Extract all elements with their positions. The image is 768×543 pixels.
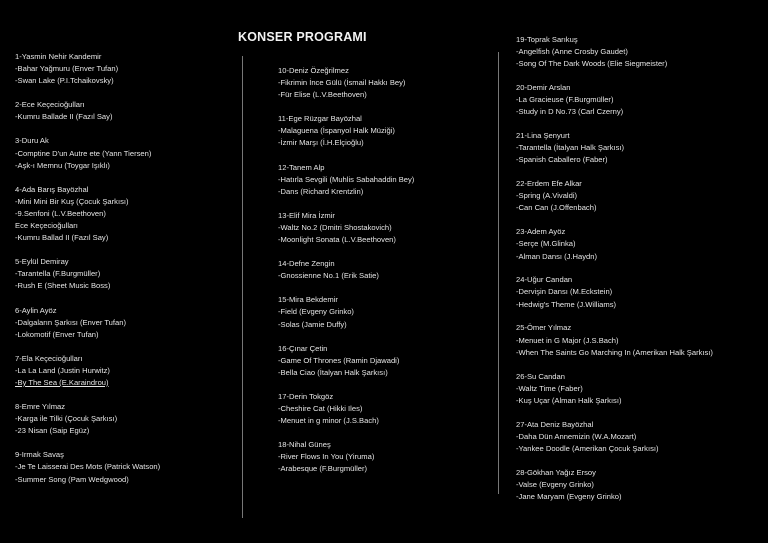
performer-entry (278, 258, 493, 282)
piece-title: -By The Sea (E.Karaindrou) (15, 377, 109, 387)
performer-name: 16-Çınar Çetin (278, 343, 328, 353)
piece-title: -Dervişin Dansı (M.Eckstein) (516, 287, 613, 297)
piece-title: -9.Senfoni (L.V.Beethoven) (15, 208, 106, 218)
performer-entry (516, 34, 766, 70)
performer-name: 6-Aylin Ayöz (15, 305, 57, 315)
piece-title: -La Gracieuse (F.Burgmüller) (516, 95, 614, 105)
performer-entry (516, 322, 766, 358)
piece-title: -Karga ile Tilki (Çocuk Şarkısı) (15, 414, 118, 424)
performer-name: 13-Elif Mira İzmir (278, 210, 335, 220)
piece-title: -Mini Mini Bir Kuş (Çocuk Şarkısı) (15, 196, 129, 206)
piece-title: -Dans (Richard Krentzlin) (278, 186, 364, 196)
performer-entry (516, 178, 766, 214)
piece-title: -Arabesque (F.Burgmüller) (278, 464, 368, 474)
piece-title: -Alman Dansı (J.Haydn) (516, 251, 598, 261)
piece-title: -Bahar Yağmuru (Enver Tufan) (15, 64, 119, 74)
performer-name: 23-Adem Ayöz (516, 227, 566, 237)
piece-title: -Aşk-ı Memnu (Toygar Işıklı) (15, 160, 110, 170)
piece-title: -Kumru Ballad II (Fazıl Say) (15, 233, 109, 243)
performer-entry (15, 51, 235, 87)
performer-name: 22-Erdem Efe Alkar (516, 179, 582, 189)
piece-title: -Summer Song (Pam Wedgwood) (15, 474, 129, 484)
piece-title: -Malaguena (İspanyol Halk Müziği) (278, 126, 395, 136)
piece-title: -Daha Dün Annemizin (W.A.Mozart) (516, 431, 637, 441)
piece-title: -Fikrimin İnce Gülü (İsmail Hakkı Bey) (278, 78, 406, 88)
performer-entry (278, 439, 493, 475)
performer-name: 26-Su Candan (516, 371, 565, 381)
performer-name: 15-Mira Bekdemir (278, 295, 338, 305)
piece-title: -Hedwig's Theme (J.Williams) (516, 299, 617, 309)
piece-title: -Valse (Evgeny Grinko) (516, 479, 594, 489)
performer-entry (278, 210, 493, 246)
piece-title: -23 Nisan (Saip Egüz) (15, 426, 90, 436)
performer-entry (15, 305, 235, 341)
piece-title: -Moonlight Sonata (L.V.Beethoven) (278, 235, 396, 245)
piece-title: -Menuet in G Major (J.S.Bach) (516, 335, 619, 345)
performer-name: 17-Derin Tokgöz (278, 391, 334, 401)
piece-title: -Can Can (J.Offenbach) (516, 203, 597, 213)
piece-title: -Waltz Time (Faber) (516, 383, 583, 393)
piece-title: Ece Keçecioğulları (15, 221, 78, 231)
performer-name: 4-Ada Barış Bayözhal (15, 184, 89, 194)
piece-title: -River Flows In You (Yiruma) (278, 452, 375, 462)
column-divider (242, 56, 243, 518)
piece-title: -Lokomotif (Enver Tufan) (15, 329, 99, 339)
piece-title: -Comptine D'un Autre ete (Yann Tiersen) (15, 148, 152, 158)
piece-title: -Für Elise (L.V.Beethoven) (278, 90, 367, 100)
piece-title: -Serçe (M.Glinka) (516, 239, 576, 249)
performer-name: 25-Ömer Yılmaz (516, 323, 572, 333)
piece-title: -Song Of The Dark Woods (Elie Siegmeister) (516, 59, 668, 69)
piece-title: -Cheshire Cat (Hikki Iles) (278, 403, 363, 413)
performer-name: 19-Toprak Sarıkuş (516, 35, 578, 44)
performer-name: 3-Duru Ak (15, 136, 49, 146)
piece-title: -Je Te Laisserai Des Mots (Patrick Watson) (15, 462, 161, 472)
performer-entry (15, 135, 235, 171)
performer-name: 18-Nihal Güneş (278, 440, 331, 450)
performer-name: 1-Yasmin Nehir Kandemir (15, 52, 102, 61)
piece-title: -Spanish Caballero (Faber) (516, 155, 608, 165)
performer-entry (15, 449, 235, 485)
performer-entry (278, 162, 493, 198)
performer-name: 24-Uğur Candan (516, 275, 573, 285)
performer-name: 5-Eylül Demiray (15, 257, 69, 267)
piece-title: -Waltz No.2 (Dmitri Shostakovich) (278, 222, 392, 232)
performer-entry (15, 401, 235, 437)
piece-title: -Swan Lake (P.I.Tchaikovsky) (15, 76, 114, 86)
page-title: KONSER PROGRAMI (238, 30, 367, 44)
performer-name: 27-Ata Deniz Bayözhal (516, 419, 594, 429)
piece-title: -Kumru Ballade II (Fazıl Say) (15, 112, 113, 122)
piece-title: -Study in D No.73 (Carl Czerny) (516, 107, 624, 117)
piece-title: -Jane Maryam (Evgeny Grinko) (516, 491, 622, 501)
piece-title: -Field (Evgeny Grinko) (278, 307, 354, 317)
performer-entry (516, 226, 766, 262)
performer-entry (15, 99, 235, 123)
performer-name: 20-Demir Arslan (516, 83, 571, 93)
performer-name: 14-Defne Zengin (278, 259, 335, 269)
piece-title: -Kuş Uçar (Alman Halk Şarkısı) (516, 395, 622, 405)
piece-title: -Hatırla Sevgili (Muhlis Sabahaddin Bey) (278, 174, 415, 184)
performer-entry (516, 419, 766, 455)
performer-entry (15, 353, 235, 389)
piece-title: -La La Land (Justin Hurwitz) (15, 365, 110, 375)
column-divider (498, 52, 499, 494)
performer-name: 11-Ege Rüzgar Bayözhal (278, 114, 362, 124)
performer-entry (278, 113, 493, 149)
performer-name: 21-Lina Şenyurt (516, 131, 570, 141)
performer-entry (516, 274, 766, 310)
performer-entry (516, 467, 766, 503)
piece-title: -Yankee Doodle (Amerikan Çocuk Şarkısı) (516, 443, 659, 453)
piece-title: -Dalgaların Şarkısı (Enver Tufan) (15, 317, 126, 327)
piece-title: -Gnossienne No.1 (Erik Satie) (278, 271, 379, 281)
performer-entry (278, 294, 493, 330)
performer-entry (278, 391, 493, 427)
piece-title: -Spring (A.Vivaldi) (516, 191, 578, 201)
piece-title: -Menuet in g minor (J.S.Bach) (278, 416, 379, 426)
performer-entry (278, 343, 493, 379)
performer-entry (15, 256, 235, 292)
performer-entry (278, 65, 493, 101)
performer-entry (516, 130, 766, 166)
piece-title: -Rush E (Sheet Music Boss) (15, 281, 111, 291)
performer-entry (15, 184, 235, 244)
piece-title: -When The Saints Go Marching In (Amerikan Halk Şarkısı) (516, 347, 713, 357)
performer-name: 28-Gökhan Yağız Ersoy (516, 467, 596, 477)
program-column-3 (516, 34, 766, 515)
piece-title: -Angelfish (Anne Crosby Gaudet) (516, 47, 628, 57)
piece-title: -Tarantella (İtalyan Halk Şarkısı) (516, 143, 625, 153)
performer-name: 8-Emre Yılmaz (15, 402, 66, 412)
piece-title: -İzmir Marşı (İ.H.Elçioğlu) (278, 138, 364, 148)
piece-title: -Game Of Thrones (Ramin Djawadi) (278, 355, 400, 365)
piece-title: -Solas (Jamie Duffy) (278, 319, 347, 329)
performer-name: 2-Ece Keçecioğulları (15, 100, 85, 110)
performer-entry (516, 82, 766, 118)
performer-entry (516, 371, 766, 407)
program-column-2 (278, 65, 493, 487)
performer-name: 10-Deniz Özeğrilmez (278, 66, 349, 75)
performer-name: 9-Irmak Savaş (15, 450, 64, 460)
program-column-1 (15, 51, 235, 498)
performer-name: 12-Tanem Alp (278, 162, 325, 172)
piece-title: -Bella Ciao (İtalyan Halk Şarkısı) (278, 367, 388, 377)
performer-name: 7-Ela Keçecioğulları (15, 353, 83, 363)
piece-title: -Tarantella (F.Burgmüller) (15, 269, 101, 279)
